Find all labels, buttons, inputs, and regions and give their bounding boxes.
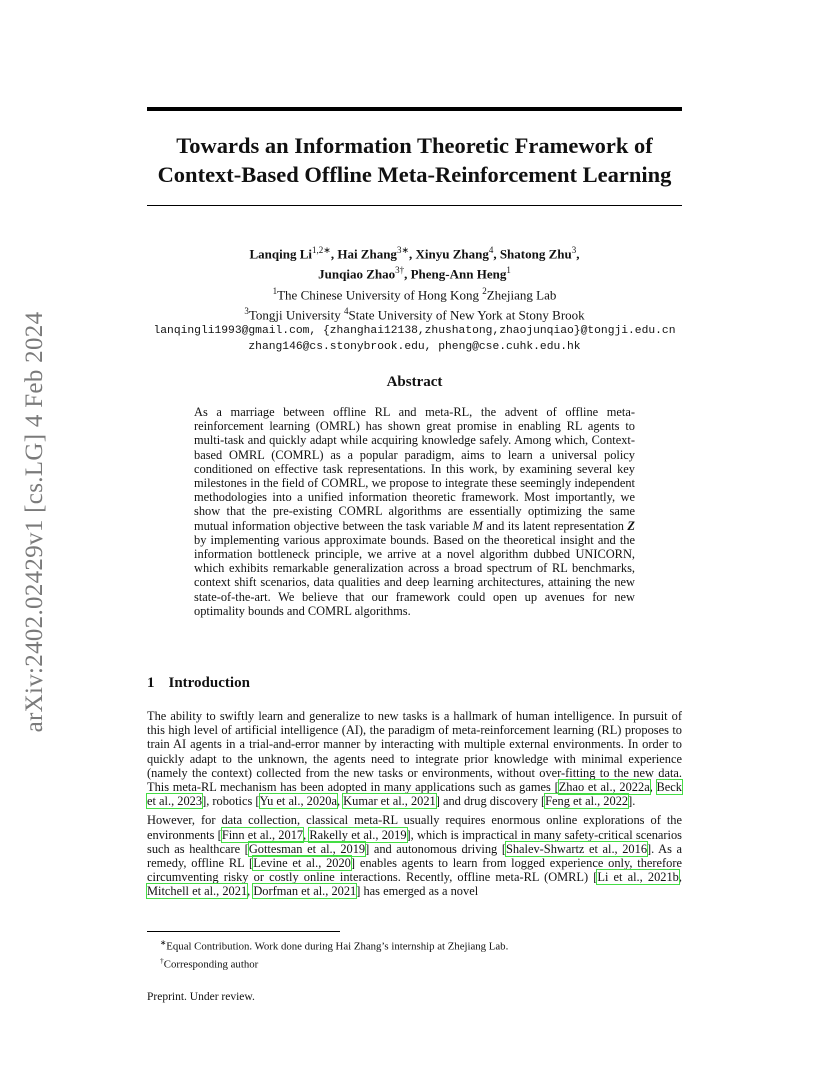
citation-link[interactable]: Dorfman et al., 2021	[253, 884, 357, 899]
affil-mark: 2	[482, 285, 487, 296]
footnote-text: Corresponding author	[163, 958, 259, 971]
section-title: Introduction	[168, 675, 250, 691]
citation-link[interactable]: Beck et al., 2023	[147, 780, 682, 809]
abstract-text: As a marriage between offline RL and meta-RL, the advent of offline meta-reinforcement learning (OMRL) has shown great promise in enabling RL agents to multi-task and quickly adapt while acquiring knowledge safely. Among which, Context-based OMRL (COMRL) as a popular paradigm, aims to learn a universal policy conditioned on effective task representations. In this work, by examining several key milestones in the field of COMRL, we propose to integrate these seemingly independent methodologies into a unified information theoretic framework. Most importantly, we show that the pre-existing COMRL algorithms are essentially optimizing the same mutual information objective between the task variable	[194, 405, 635, 533]
affil-mark: 4	[343, 305, 349, 316]
citation-link[interactable]: Zhao et al., 2022a	[558, 780, 650, 795]
affiliation-text: Tongji University	[248, 307, 344, 323]
arxiv-sidebar-stamp	[18, 292, 52, 752]
author-affil-mark: 3	[571, 245, 577, 255]
citation-link[interactable]: Yu et al., 2020a	[259, 794, 337, 809]
citation-separator: ,	[336, 794, 344, 809]
email-line-2: zhang146@cs.stonybrook.edu, pheng@cse.cuhk.edu.hk	[248, 341, 581, 354]
section-heading-introduction	[147, 675, 250, 692]
author-block	[100, 242, 729, 355]
body-text: ] and drug discovery [	[435, 794, 546, 809]
footnote-text: Equal Contribution. Work done during Hai Zhang’s internship at Zhejiang Lab.	[166, 940, 509, 953]
author-name: Shatong Zhu	[499, 246, 572, 262]
title-line-1: Towards an Information Theoretic Framework of	[176, 133, 653, 158]
abstract-text: by implementing various approximate bounds. Based on the theoretical insight and the information bottleneck principle, we arrive at a novel algorithm dubbed UNICORN, which exhibits remarkable generalization across a broad spectrum of RL benchmarks, context shift scenarios, data qualities and deep learning architectures, attaining the new state-of-the-art. We believe that our framework could open up avenues for new optimality bounds and COMRL algorithms.	[194, 532, 635, 618]
author-name: Junqiao Zhao	[318, 266, 396, 282]
affil-mark: 1	[272, 285, 278, 296]
body-text: ] has emerged as a novel	[356, 884, 479, 899]
citation-separator: ,	[649, 780, 657, 795]
intro-paragraph-2	[147, 813, 682, 898]
body-text: ]. As a remedy, offline RL [	[147, 841, 682, 871]
citation-link[interactable]: Gottesman et al., 2019	[248, 841, 366, 856]
abstract-heading: Abstract	[386, 374, 443, 390]
body-text: ], robotics [	[202, 794, 260, 809]
footnote-equal-contribution	[160, 936, 508, 954]
author-names-line-2: Junqiao Zhao$^{3\dagger}$, Pheng-Ann Heng$^1$	[318, 265, 511, 282]
title-bottom-rule	[147, 205, 682, 206]
citation-link[interactable]: Li et al., 2021b	[597, 870, 679, 885]
footnote-mark: ∗	[160, 938, 167, 947]
math-variable-z: Z	[627, 518, 635, 533]
section-number: 1	[147, 675, 155, 691]
citation-separator: ,	[678, 870, 682, 885]
author-name: Hai Zhang	[337, 246, 397, 262]
affiliation-line-2	[100, 303, 729, 323]
citation-link[interactable]: Feng et al., 2022	[545, 794, 629, 809]
footnote-corresponding-author	[160, 954, 508, 972]
intro-paragraph-1	[147, 709, 682, 808]
citation-link[interactable]: Mitchell et al., 2021	[147, 884, 248, 899]
affiliation-line-1	[100, 283, 729, 303]
affiliation-text: State University of New York at Stony Brook	[348, 307, 585, 323]
title-line-2: Context-Based Offline Meta-Reinforcement Learning	[157, 162, 672, 187]
footnote-rule	[147, 931, 340, 932]
abstract-text: and its latent representation	[482, 518, 628, 533]
affiliation-text: The Chinese University of Hong Kong	[277, 286, 483, 302]
citation-link[interactable]: Rakelly et al., 2019	[309, 827, 407, 842]
affil-mark: 3	[244, 305, 249, 316]
introduction-body	[147, 709, 682, 904]
affiliation-text: Zhejiang Lab	[486, 286, 557, 302]
arxiv-identifier: arXiv:2402.02429v1 [cs.LG] 4 Feb 2024	[21, 311, 48, 733]
body-text: ] enables agents to learn from logged experience only, therefore circumventing risky or costly online interactions. Recently, offline meta-RL (OMRL) [	[147, 856, 683, 885]
body-text: ].	[628, 794, 636, 809]
footnote-mark: †	[160, 956, 164, 966]
abstract-body	[194, 405, 635, 618]
email-line-1: lanqingli1993@gmail.com, {zhanghai12138,zhushatong,zhaojunqiao}@tongji.edu.cn	[153, 325, 676, 338]
author-name: Xinyu Zhang	[415, 246, 489, 262]
footnotes	[160, 936, 508, 972]
citation-separator: ,	[303, 827, 310, 842]
author-affil-mark: 1	[506, 265, 511, 276]
citation-link[interactable]: Levine et al., 2020	[253, 856, 351, 871]
body-text: ], which is impractical in many safety-critical scenarios such as healthcare [	[147, 827, 682, 856]
body-text: ] and autonomous driving [	[365, 841, 506, 856]
author-names-line-1: Lanqing $Li^{1,2∗}$, Hai Zhang$^{3∗}$, Xinyu Zhang$^4$, Shatong Zhu$^3$,	[249, 245, 580, 262]
math-variable-m: M	[472, 518, 483, 533]
body-text: The ability to swiftly learn and generalize to new tasks is a hallmark of human intelligence. In pursuit of this high level of artificial intelligence (AI), the paradigm of meta-reinforcement learning (RL) proposes to train AI agents in a trial-and-error manner by interacting with multiple external environments. In order to quickly adapt to the unknown, the agents need to integrate prior knowledge with minimal experience (namely the context) collected from the new tasks or environments, without over-fitting to the new data. This meta-RL mechanism has been adopted in many applications such as games [	[147, 709, 682, 795]
citation-link[interactable]: Kumar et al., 2021	[343, 794, 436, 809]
paper-title	[147, 131, 682, 189]
author-affil-mark: 4	[488, 245, 494, 255]
author-affil-mark: 3∗	[396, 245, 409, 255]
citation-link[interactable]: Finn et al., 2017	[221, 827, 304, 842]
body-text: However, for data collection, classical meta-RL usually requires enormous online explorations of the environments [	[147, 813, 682, 842]
author-name: Pheng-Ann Heng	[410, 266, 507, 282]
citation-separator: ,	[247, 884, 254, 899]
preprint-notice: Preprint. Under review.	[147, 991, 255, 1003]
citation-link[interactable]: Shalev-Shwartz et al., 2016	[505, 841, 648, 856]
author-name: Lanqing Li	[249, 246, 313, 262]
author-affil-mark: 1,2∗	[312, 245, 331, 255]
title-top-rule	[147, 107, 682, 111]
author-affil-mark: 3†	[395, 265, 405, 276]
